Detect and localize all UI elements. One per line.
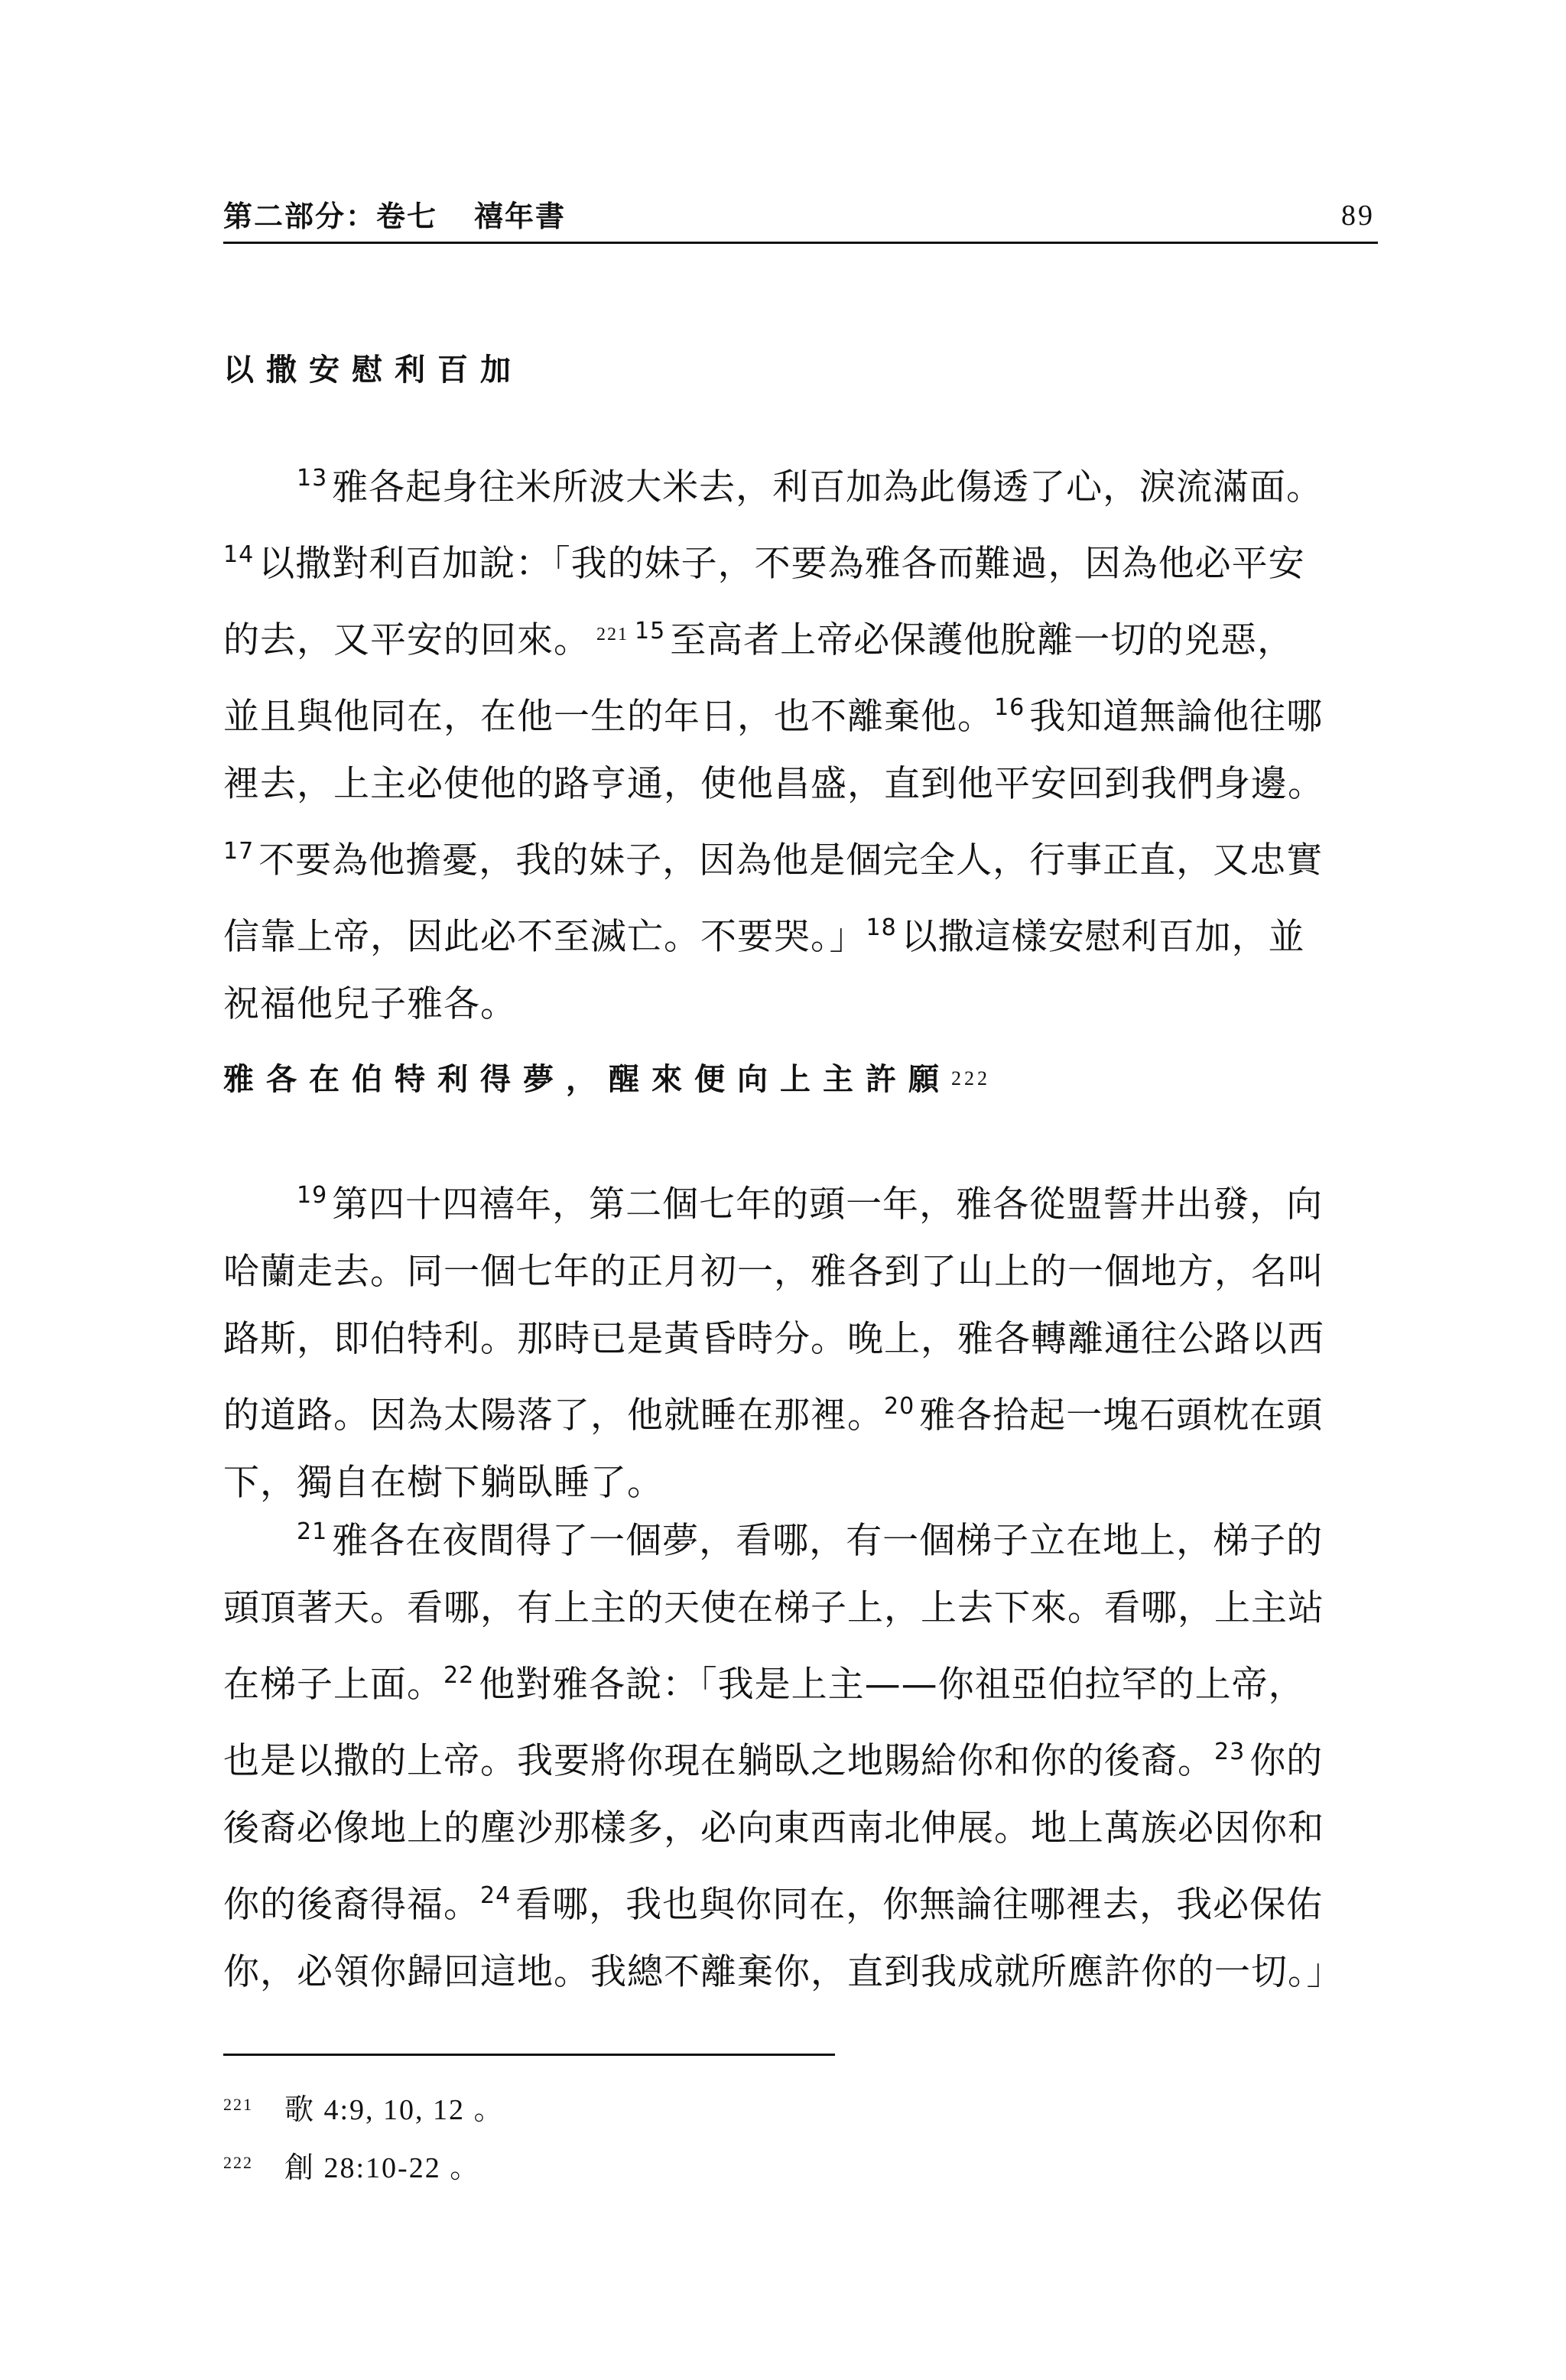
verse-text: 雅各在夜間得了一個夢，看哪，有一個梯子立在地上，梯子的 [332, 1520, 1324, 1562]
text-line [223, 674, 1386, 751]
text-line [223, 1373, 1386, 1450]
verse-text: 在梯子上面。 [223, 1664, 443, 1706]
text-line [223, 1939, 1386, 2006]
section-heading-1: 以撒安慰利百加 [223, 352, 523, 388]
text-line [223, 1862, 1386, 1939]
running-header-title [223, 193, 566, 235]
verse-number: 20 [884, 1393, 915, 1420]
paragraph-2 [223, 1162, 1386, 1517]
footnote-number: 221 [223, 2095, 253, 2114]
text-line [223, 1795, 1386, 1862]
verse-text: 至高者上帝必保護他脫離一切的兇惡， [670, 619, 1295, 661]
verse-text: 信靠上帝，因此必不至滅亡。不要哭。」 [223, 916, 866, 958]
verse-text: 以撒這樣安慰利百加，並 [901, 916, 1305, 958]
section-heading-2 [223, 1055, 990, 1099]
verse-number: 15 [635, 618, 666, 645]
verse-text: 我知道無論他往哪 [1029, 696, 1324, 738]
verse-text: 哈蘭走去。同一個七年的正月初一，雅各到了山上的一個地方，名叫 [223, 1251, 1324, 1293]
verse-number: 18 [866, 914, 897, 941]
footnote-text: 歌 4:9, 10, 12 。 [284, 2094, 505, 2126]
verse-text: 他對雅各說：「我是上主——你祖亞伯拉罕的上帝， [479, 1664, 1305, 1706]
verse-text: 祝福他兒子雅各。 [223, 983, 517, 1025]
verse-number: 16 [994, 694, 1025, 721]
text-line [223, 1719, 1386, 1795]
text-line [223, 1306, 1386, 1373]
text-line [223, 971, 1386, 1038]
verse-number: 21 [297, 1518, 328, 1545]
text-line [223, 1239, 1386, 1306]
footnote-221 [223, 2086, 505, 2128]
verse-text: 並且與他同在，在他一生的年日，也不離棄他。 [223, 696, 994, 738]
verse-text: 以撒對利百加說：「我的妹子，不要為雅各而難過，因為他必平安 [258, 543, 1305, 585]
text-line [223, 445, 1386, 521]
verse-text: 你的 [1249, 1740, 1324, 1782]
verse-number: 17 [223, 838, 255, 865]
footnote-222 [223, 2144, 480, 2186]
verse-number: 22 [443, 1662, 475, 1689]
text-line [223, 521, 1386, 598]
verse-number: 13 [297, 465, 328, 492]
page-number: 89 [1341, 200, 1375, 232]
footnote-divider [223, 2054, 835, 2056]
verse-text: 的道路。因為太陽落了，他就睡在那裡。 [223, 1395, 884, 1437]
verse-text: 路斯，即伯特利。那時已是黃昏時分。晚上，雅各轉離通往公路以西 [223, 1318, 1324, 1360]
verse-text: 你，必領你歸回這地。我總不離棄你，直到我成就所應許你的一切。」 [223, 1951, 1343, 1993]
verse-text: 也是以撒的上帝。我要將你現在躺臥之地賜給你和你的後裔。 [223, 1740, 1214, 1782]
text-line [223, 895, 1386, 971]
verse-text: 看哪，我也與你同在，你無論往哪裡去，我必保佑 [515, 1884, 1324, 1926]
verse-text: 不要為他擔憂，我的妹子，因為他是個完全人，行事正直，又忠實 [258, 839, 1324, 882]
footnote-ref[interactable]: 221 [596, 625, 629, 645]
verse-text: 你的後裔得福。 [223, 1884, 480, 1926]
text-line [223, 598, 1386, 674]
verse-text: 頭頂著天。看哪，有上主的天使在梯子上，上去下來。看哪，上主站 [223, 1587, 1324, 1629]
verse-text: 雅各起身往米所波大米去，利百加為此傷透了心，淚流滿面。 [332, 466, 1324, 508]
text-line [223, 1498, 1386, 1575]
text-line [223, 1642, 1386, 1719]
verse-number: 23 [1214, 1739, 1246, 1765]
footnote-text: 創 28:10-22 。 [284, 2152, 481, 2184]
heading-text: 雅各在伯特利得夢，醒來便向上主許願 [223, 1062, 951, 1097]
section-label: 第二部分：卷七 [223, 200, 438, 233]
paragraph-1 [223, 445, 1386, 1038]
verse-text: 下，獨自在樹下躺臥睡了。 [223, 1462, 664, 1504]
text-line [223, 818, 1386, 895]
verse-text: 後裔必像地上的塵沙那樣多，必向東西南北伸展。地上萬族必因你和 [223, 1807, 1324, 1849]
verse-number: 14 [223, 541, 255, 568]
verse-text: 雅各拾起一塊石頭枕在頭 [919, 1395, 1324, 1437]
paragraph-3 [223, 1498, 1386, 2006]
verse-number: 24 [480, 1882, 512, 1909]
verse-text: 裡去，上主必使他的路亨通，使他昌盛，直到他平安回到我們身邊。 [223, 763, 1324, 805]
verse-number: 19 [297, 1182, 328, 1209]
running-header [223, 188, 1378, 244]
verse-text: 的去，又平安的回來。 [223, 619, 590, 661]
footnote-number: 222 [223, 2153, 253, 2172]
text-line [223, 1162, 1386, 1239]
book-title: 禧年書 [474, 200, 567, 233]
text-line [223, 751, 1386, 818]
footnote-ref[interactable]: 222 [951, 1067, 990, 1089]
text-line [223, 1575, 1386, 1642]
verse-text: 第四十四禧年，第二個七年的頭一年，雅各從盟誓井出發，向 [332, 1184, 1324, 1226]
